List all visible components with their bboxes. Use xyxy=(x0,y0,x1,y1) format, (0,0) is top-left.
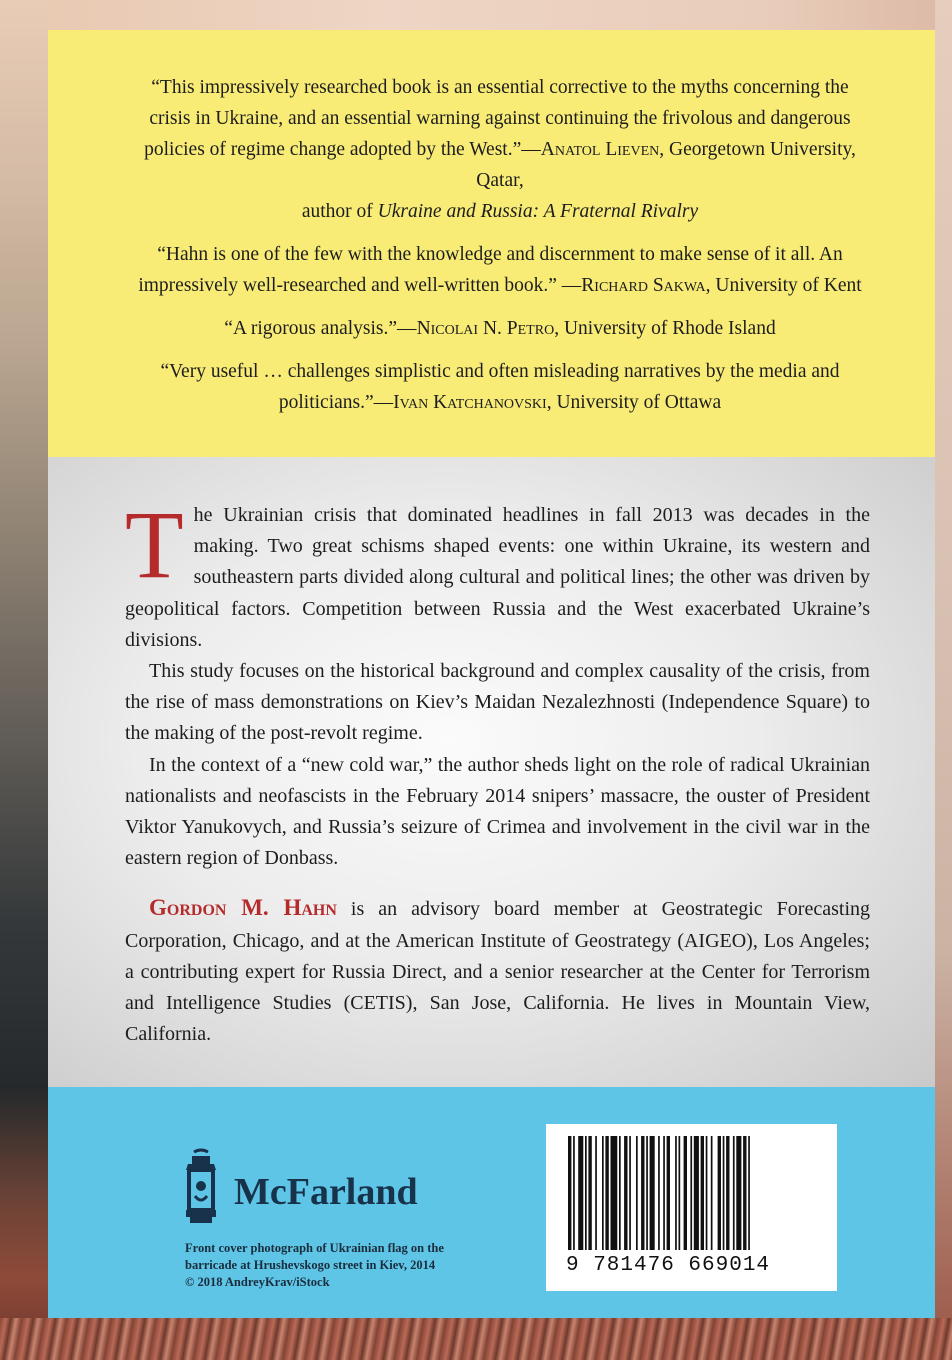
barcode-bar xyxy=(646,1136,648,1250)
reviewer-affiliation: , University of Rhode Island xyxy=(554,318,776,339)
barcode-bar xyxy=(658,1136,660,1250)
author-bio-text: is an advisory board member at Geostrategic Forecasting Corporation, Chicago, and at the American Institute of Geostrategy (AIGEO), Los Angeles; a contributing expert for Russia Direct, and a senior researcher at the Center for Terrorism and Intelligence Studies (CETIS), San Jose, California. He lives in Mountain View, California. xyxy=(125,898,870,1046)
description-paragraph: In the context of a “new cold war,” the author sheds light on the role of radical Ukrainian nationalists and neofascists in the February 2014 snipers’ massacre, the ouster of President Viktor Yanukovych, and Russia’s seizure of Crimea and involvement in the civil war in the eastern region of Donbass. xyxy=(125,753,870,870)
barcode-bar xyxy=(723,1136,725,1250)
book-description xyxy=(125,491,870,1050)
barcode-bar xyxy=(726,1136,729,1250)
blurb-lieven xyxy=(135,72,865,227)
barcode-bar xyxy=(573,1136,575,1250)
barcode-bar xyxy=(706,1136,708,1250)
author-name: Gordon M. Hahn xyxy=(149,895,337,921)
cover-photo-bottom-edge xyxy=(0,1318,952,1360)
barcode-bar xyxy=(636,1136,638,1250)
blurb-quote: “Hahn is one of the few with the knowledge and discernment to make sense of it all. An impressively well-researched and well-written book.” — xyxy=(138,244,843,296)
blurb-quote: “Very useful … challenges simplistic and often misleading narratives by the media and politicians.”— xyxy=(160,361,840,413)
reviewer-name: Anatol Lieven xyxy=(540,139,660,160)
barcode-bar xyxy=(595,1136,597,1250)
barcode-bar xyxy=(748,1136,750,1250)
photo-credit: Front cover photograph of Ukrainian flag on the barricade at Hrushevskogo street in Kiev, 2014 © 2018 AndreyKrav/iStock xyxy=(185,1241,444,1289)
barcode-bar xyxy=(578,1136,583,1250)
barcode-bar xyxy=(650,1136,655,1250)
barcode-bar xyxy=(701,1136,704,1250)
barcode-bar xyxy=(663,1136,665,1250)
barcode-bar xyxy=(743,1136,746,1250)
barcode-bar xyxy=(694,1136,699,1250)
reviewer-affiliation: , University of Ottawa xyxy=(546,392,722,413)
reviewer-affiliation: , Georgetown University, Qatar, xyxy=(476,139,856,191)
blurb-katchanovski xyxy=(135,356,865,418)
barcode-bar xyxy=(667,1136,670,1250)
barcode-bar xyxy=(568,1136,571,1250)
barcode-bar xyxy=(619,1136,621,1250)
reviewer-name: Ivan Katchanovski xyxy=(393,392,547,413)
isbn-barcode xyxy=(546,1124,837,1291)
barcode-bar xyxy=(736,1136,741,1250)
reviewer-book-title: Ukraine and Russia: A Fraternal Rivalry xyxy=(377,201,699,222)
reviewer-extra: author of xyxy=(301,201,378,222)
publisher-logo xyxy=(180,1148,418,1228)
drop-cap: T xyxy=(125,491,184,598)
author-bio xyxy=(125,892,870,1050)
barcode-bar xyxy=(602,1136,604,1250)
barcode-bar xyxy=(629,1136,631,1250)
isbn-number: 9 781476 669014 xyxy=(566,1254,771,1277)
barcode-bar xyxy=(675,1136,677,1250)
barcode-bar xyxy=(624,1136,627,1250)
blurb-petro xyxy=(135,313,865,344)
description-paragraph xyxy=(125,491,870,656)
barcode-bar xyxy=(679,1136,681,1250)
lantern-icon xyxy=(180,1148,222,1228)
blurb-sakwa xyxy=(135,239,865,301)
barcode-bar xyxy=(733,1136,735,1250)
barcode-bar xyxy=(605,1136,608,1250)
barcode-bar xyxy=(690,1136,692,1250)
blurb-quote: “This impressively researched book is an essential corrective to the myths concerning the crisis in Ukraine, and an essential warning against continuing the frivolous and dangerous policies of regime change adopted by the West.”— xyxy=(144,77,851,160)
barcode-bar xyxy=(588,1136,591,1250)
paragraph-text: he Ukrainian crisis that dominated headlines in fall 2013 was decades in the making. Two great schisms shaped events: one within Ukraine, its western and southeastern parts divided along cultural and political lines; the other was driven by geopolitical factors. Competition between Russia and the West exacerbated Ukraine’s divisions. xyxy=(125,504,870,651)
review-blurbs xyxy=(135,72,865,430)
barcode-bar xyxy=(641,1136,644,1250)
barcode-bar xyxy=(711,1136,713,1250)
barcode-bar xyxy=(718,1136,721,1250)
cover-photo-left-edge xyxy=(0,0,48,1360)
cover-photo-top-edge xyxy=(0,0,952,30)
barcode-bar xyxy=(611,1136,618,1250)
publisher-name: McFarland xyxy=(234,1171,418,1213)
reviewer-name: Richard Sakwa xyxy=(581,275,706,296)
barcode-bars xyxy=(566,1136,821,1254)
barcode-bar xyxy=(585,1136,587,1250)
description-paragraph: This study focuses on the historical background and complex causality of the crisis, from the rise of mass demonstrations on Kiev’s Maidan Nezalezhnosti (Independence Square) to the making of the post-revolt regime. xyxy=(125,660,870,745)
blurb-quote: “A rigorous analysis.”— xyxy=(224,318,417,339)
reviewer-name: Nicolai N. Petro xyxy=(416,318,555,339)
cover-photo-right-edge xyxy=(935,0,952,1360)
barcode-bar xyxy=(684,1136,687,1250)
reviewer-affiliation: , University of Kent xyxy=(705,275,862,296)
